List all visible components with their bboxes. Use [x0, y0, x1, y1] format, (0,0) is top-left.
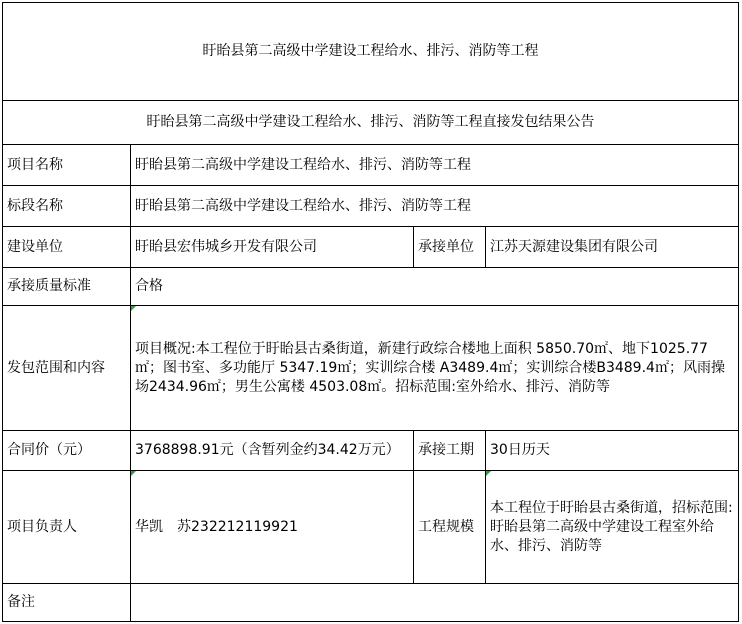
- quality-standard-label: 承接质量标准: [3, 268, 131, 306]
- manager-value: [131, 471, 414, 584]
- contractor-value: 江苏天源建设集团有限公司: [486, 227, 739, 268]
- remarks-value: [131, 584, 739, 622]
- builder-label: 建设单位: [3, 227, 131, 268]
- quality-standard-value: 合格: [131, 268, 739, 306]
- project-scale-value: [486, 471, 739, 584]
- project-scale-label: 工程规模: [414, 471, 486, 584]
- manager-label: 项目负责人: [3, 471, 131, 584]
- document-subtitle: 盱眙县第二高级中学建设工程给水、排污、消防等工程直接发包结果公告: [3, 101, 739, 145]
- project-name-label: 项目名称: [3, 145, 131, 186]
- scope-value: [131, 306, 739, 431]
- scope-text: 项目概况:本工程位于盱眙县古桑街道，新建行政综合楼地上面积 5850.70㎡、地下1025.77㎡；图书室、多功能厅 5347.19㎡；实训综合楼 A3489.4㎡；实训综合楼B3489.4㎡；风雨操场2434.96㎡；男生公寓楼 4503.08㎡。招标范围:室外给水、排污、消防等: [135, 340, 725, 395]
- project-name-value: 盱眙县第二高级中学建设工程给水、排污、消防等工程: [131, 145, 739, 186]
- manager-text: 华凯 苏232212119921: [135, 518, 298, 535]
- scope-label: 发包范围和内容: [3, 306, 131, 431]
- cell-marker: [486, 471, 491, 476]
- contract-price-label: 合同价（元）: [3, 431, 131, 471]
- duration-value: 30日历天: [486, 431, 739, 471]
- builder-value: 盱眙县宏伟城乡开发有限公司: [131, 227, 414, 268]
- cell-marker: [131, 306, 136, 311]
- section-name-value: 盱眙县第二高级中学建设工程给水、排污、消防等工程: [131, 186, 739, 227]
- cell-marker: [131, 471, 136, 476]
- document-title: 盱眙县第二高级中学建设工程给水、排污、消防等工程: [3, 3, 739, 101]
- duration-label: 承接工期: [414, 431, 486, 471]
- remarks-label: 备注: [3, 584, 131, 622]
- section-name-label: 标段名称: [3, 186, 131, 227]
- project-scale-text: 本工程位于盱眙县古桑街道，招标范围:盱眙县第二高级中学建设工程室外给水、排污、消防等: [490, 499, 733, 554]
- contract-price-value: 3768898.91元（含暂列金约34.42万元）: [131, 431, 414, 471]
- announcement-table: [2, 2, 739, 622]
- contractor-label: 承接单位: [414, 227, 486, 268]
